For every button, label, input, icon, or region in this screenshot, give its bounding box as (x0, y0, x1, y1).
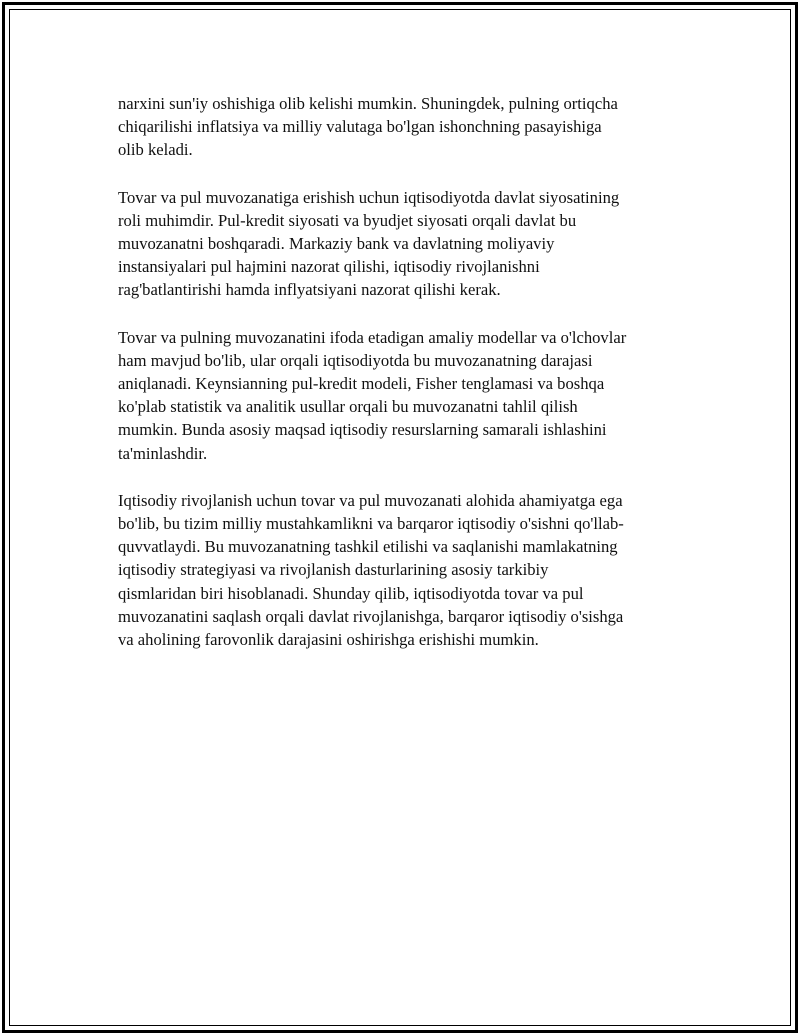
paragraph-3: Tovar va pulning muvozanatini ifoda etadigan amaliy modellar va o'lchovlar ham mavjud bo'lib, ular orqali iqtisodiyotda bu muvozanatning darajasi aniqlanadi. Keynsianning pul-kredit modeli, Fisher tenglamasi va boshqa ko'plab statistik va analitik usullar orqali bu muvozanatni tahlil qilish mumkin. Bunda asosiy maqsad iqtisodiy resurslarning samarali ishlashini ta'minlashdir. (118, 327, 627, 463)
paragraph-4: Iqtisodiy rivojlanish uchun tovar va pul muvozanati alohida ahamiyatga ega bo'lib, bu tizim milliy mustahkamlikni va barqaror iqtisodiy o'sishni qo'llab- quvvatlaydi. Bu muvozanatning tashkil etilishi va saqlanishi mamlakatning iqtisodiy strategiyasi va rivojlanish dasturlarining asosiy tarkibiy qismlaridan biri hisoblanadi. Shunday qilib, iqtisodiyotda tovar va pul muvozanatini saqlash orqali davlat rivojlanishga, barqaror iqtisodiy o'sishga va aholining farovonlik darajasini oshirishga erishishi mumkin. (118, 490, 624, 650)
paragraph-1: narxini sun'iy oshishiga olib kelishi mumkin. Shuningdek, pulning ortiqcha chiqarilishi inflatsiya va milliy valutaga bo'lgan ishonchning pasayishiga olib keladi. (118, 94, 618, 160)
document-body (118, 92, 688, 675)
paragraph-2: Tovar va pul muvozanatiga erishish uchun iqtisodiyotda davlat siyosatining roli muhimdir. Pul-kredit siyosati va byudjet siyosati orqali davlat bu muvozanatni boshqaradi. Markaziy bank va davlatning moliyaviy instansiyalari pul hajmini nazorat qilishi, iqtisodiy rivojlanishni rag'batlantirishi hamda inflyatsiyani nazorat qilishi kerak. (118, 187, 620, 300)
